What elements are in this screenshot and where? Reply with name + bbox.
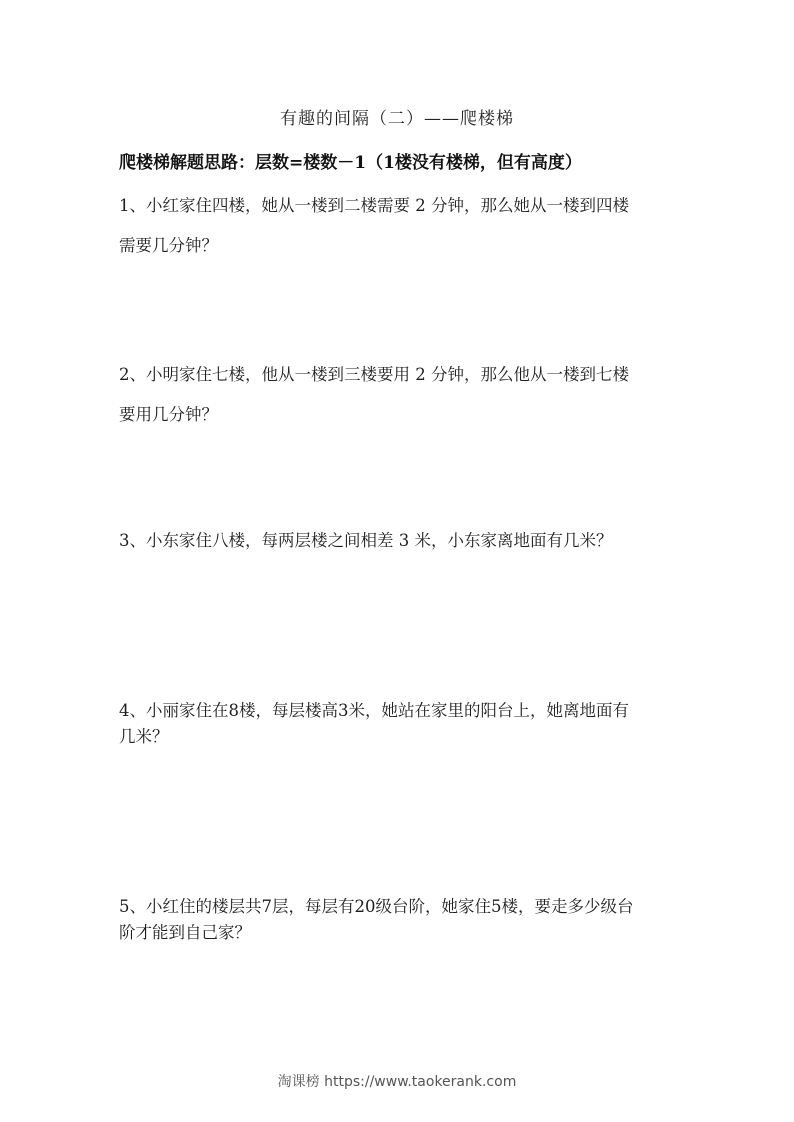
question-4-line-1: 4、小丽家住在8楼，每层楼高3米，她站在家里的阳台上，她离地面有 — [119, 701, 629, 720]
question-3-line-1: 3、小东家住八楼，每两层楼之间相差 3 米，小东家离地面有几米？ — [119, 531, 613, 550]
question-5-line-1: 5、小红住的楼层共7层，每层有20级台阶，她家住5楼，要走多少级台 — [119, 897, 634, 916]
question-1 — [119, 192, 629, 256]
question-1-line-1: 1、小红家住四楼，她从一楼到二楼需要 2 分钟，那么她从一楼到四楼 — [119, 196, 629, 215]
question-4 — [119, 697, 629, 747]
page-title: 有趣的间隔（二）——爬楼梯 — [280, 109, 514, 129]
question-4-line-2: 几米？ — [119, 727, 169, 746]
question-5 — [119, 893, 634, 943]
question-2 — [119, 361, 629, 425]
question-3 — [119, 527, 613, 551]
solution-method: 爬楼梯解题思路：层数=楼数－1（1楼没有楼梯，但有高度） — [119, 153, 582, 173]
footer-watermark: 淘课榜 https://www.taokerank.com — [277, 1074, 517, 1090]
question-2-line-1: 2、小明家住七楼，他从一楼到三楼要用 2 分钟，那么他从一楼到七楼 — [119, 365, 629, 384]
question-1-line-2: 需要几分钟？ — [119, 236, 218, 255]
question-5-line-2: 阶才能到自己家？ — [119, 923, 251, 942]
question-2-line-2: 要用几分钟？ — [119, 405, 218, 424]
